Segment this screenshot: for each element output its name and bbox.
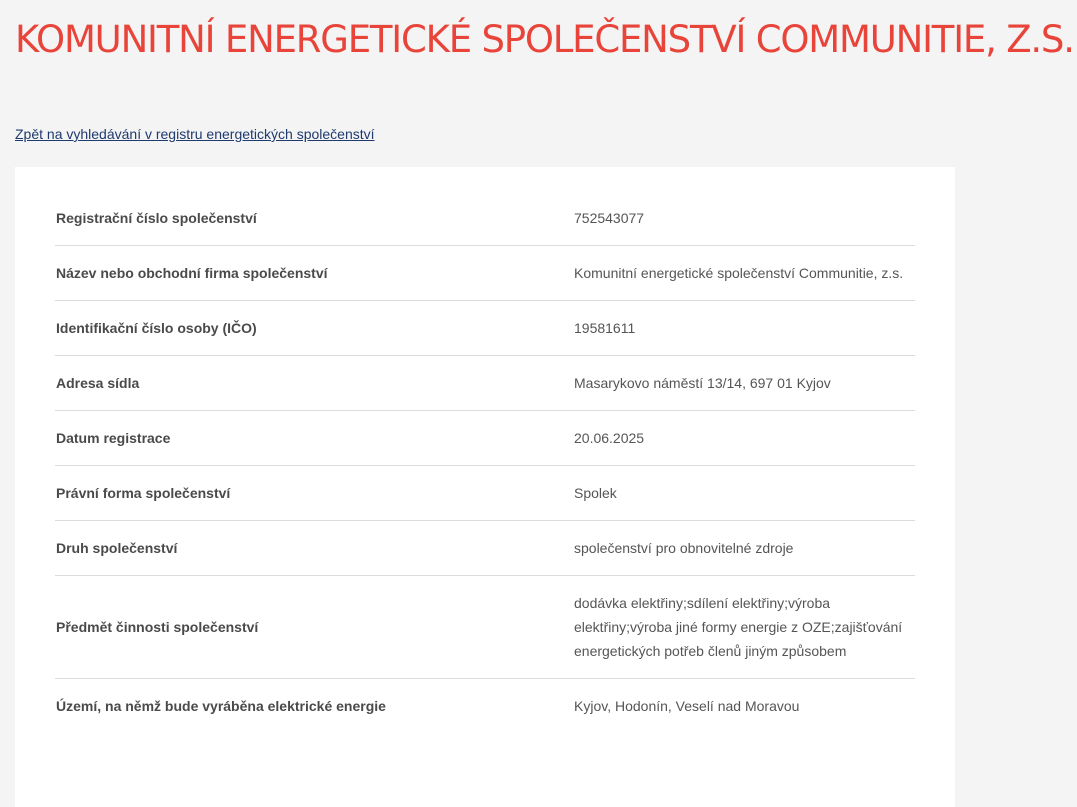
detail-value: 752543077 [574,210,645,226]
detail-table [55,191,915,733]
detail-value: společenství pro obnovitelné zdroje [573,521,915,576]
detail-row-registration-date [55,411,915,466]
detail-label: Datum registrace [55,411,573,466]
detail-row-territory [55,679,915,734]
detail-value: 20.06.2025 [573,411,915,466]
page-title: KOMUNITNÍ ENERGETICKÉ SPOLEČENSTVÍ COMMUNITIE, Z.S. [15,18,1074,61]
detail-value: Kyjov, Hodonín, Veselí nad Moravou [573,679,915,734]
detail-value: Masarykovo náměstí 13/14, 697 01 Kyjov [573,356,915,411]
detail-label: Adresa sídla [55,356,573,411]
detail-card [15,167,955,807]
detail-value: Spolek [573,466,915,521]
detail-label: Identifikační číslo osoby (IČO) [55,301,573,356]
detail-row-ico [55,301,915,356]
detail-label: Území, na němž bude vyráběna elektrické energie [55,679,573,734]
detail-label: Předmět činnosti společenství [55,576,573,679]
back-to-search-link[interactable]: Zpět na vyhledávání v registru energetických společenství [15,126,375,142]
detail-label: Název nebo obchodní firma společenství [55,246,573,301]
detail-row-legal-form [55,466,915,521]
detail-value: 19581611 [573,301,915,356]
detail-label: Druh společenství [55,521,573,576]
detail-row-address [55,356,915,411]
detail-row-company-name [55,246,915,301]
detail-row-activity [55,576,915,679]
detail-label: Registrační číslo společenství [56,210,257,226]
detail-value: Komunitní energetické společenství Communitie, z.s. [573,246,915,301]
detail-label: Právní forma společenství [55,466,573,521]
detail-row-community-type [55,521,915,576]
detail-value: dodávka elektřiny;sdílení elektřiny;výroba elektřiny;výroba jiné formy energie z OZE;zajišťování energetických potřeb členů jiným způsobem [573,576,915,679]
detail-row-registration-number [55,191,915,246]
